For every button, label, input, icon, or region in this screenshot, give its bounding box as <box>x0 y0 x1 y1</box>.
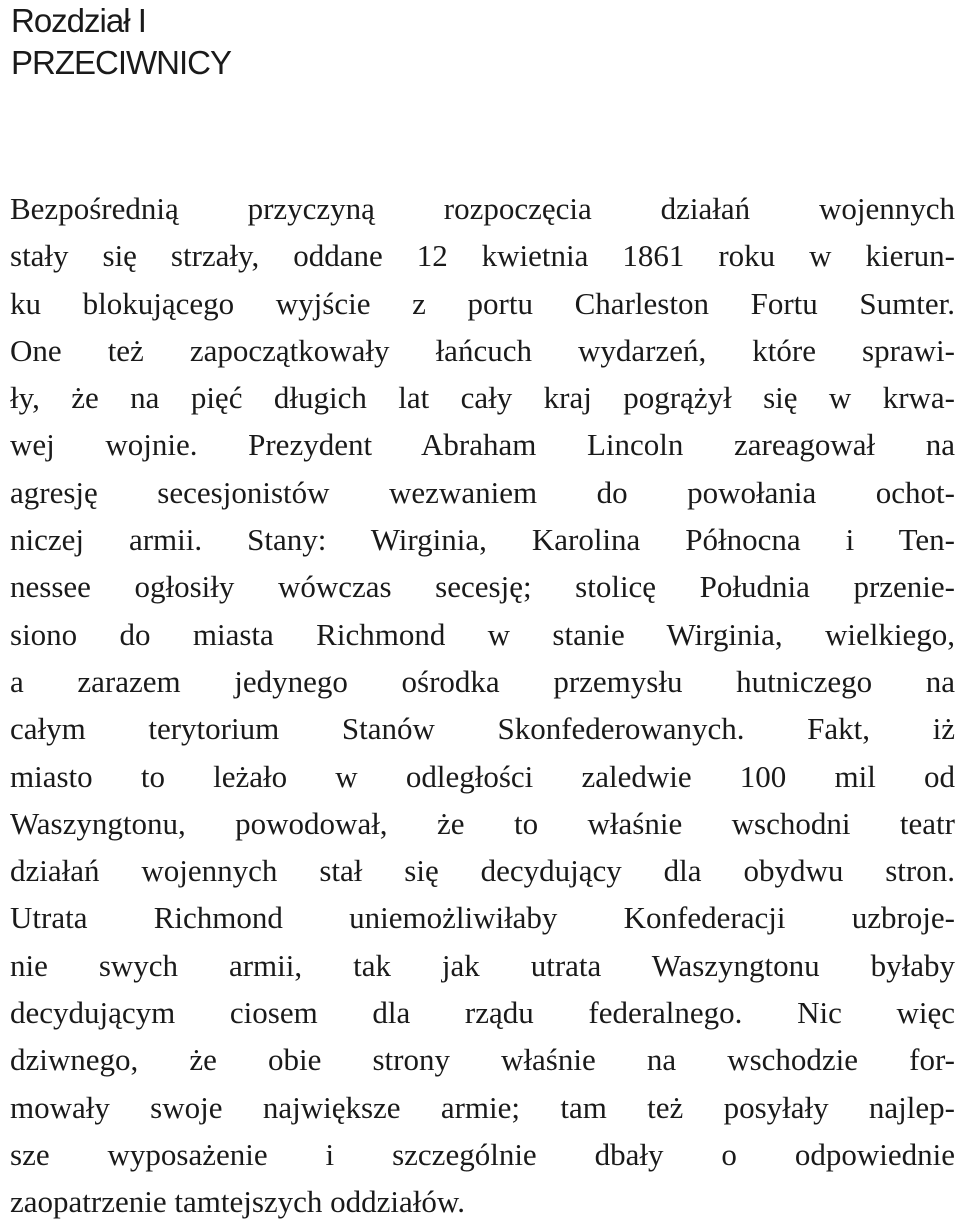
text-line: a zarazem jedynego ośrodka przemysłu hutniczego na <box>10 663 955 699</box>
text-line: Waszyngtonu, powodował, że to właśnie wschodni teatr <box>10 805 955 841</box>
text-line: Bezpośrednią przyczyną rozpoczęcia działań wojennych <box>10 191 955 226</box>
text-line: mowały swoje największe armie; tam też posyłały najlep- <box>10 1089 955 1125</box>
chapter-title: PRZECIWNICY <box>11 44 231 81</box>
text-line: One też zapoczątkowały łańcuch wydarzeń, które sprawi- <box>10 332 955 368</box>
text-line: siono do miasta Richmond w stanie Wirginia, wielkiego, <box>10 616 955 652</box>
text-line: decydującym ciosem dla rządu federalnego. Nic więc <box>10 995 955 1031</box>
text-line: ku blokującego wyjście z portu Charleston Fortu Sumter. <box>10 285 955 321</box>
text-line: dziwnego, że obie strony właśnie na wschodzie for- <box>10 1042 955 1078</box>
text-line: agresję secesjonistów wezwaniem do powołania ochot- <box>10 474 955 510</box>
text-line: nie swych armii, tak jak utrata Waszyngtonu byłaby <box>10 947 955 983</box>
text-line: ły, że na pięć długich lat cały kraj pogrążył się w krwa- <box>10 380 955 416</box>
chapter-header <box>11 0 231 84</box>
text-line: sze wyposażenie i szczególnie dbały o odpowiednie <box>10 1136 955 1172</box>
text-line: działań wojennych stał się decydujący dla obydwu stron. <box>10 853 955 889</box>
text-line: niczej armii. Stany: Wirginia, Karolina Północna i Ten- <box>10 522 955 558</box>
text-line: całym terytorium Stanów Skonfederowanych. Fakt, iż <box>10 711 955 747</box>
text-line: wej wojnie. Prezydent Abraham Lincoln zareagował na <box>10 427 955 463</box>
text-line: Utrata Richmond uniemożliwiłaby Konfederacji uzbroje- <box>10 900 955 936</box>
text-line: nessee ogłosiły wówczas secesję; stolicę Południa przenie- <box>10 569 955 605</box>
body-paragraph <box>10 185 955 1226</box>
text-line: miasto to leżało w odległości zaledwie 100 mil od <box>10 758 955 794</box>
text-line: stały się strzały, oddane 12 kwietnia 1861 roku w kierun- <box>10 238 955 274</box>
chapter-number: Rozdział I <box>11 2 146 39</box>
text-line-last: zaopatrzenie tamtejszych oddziałów. <box>10 1184 466 1220</box>
